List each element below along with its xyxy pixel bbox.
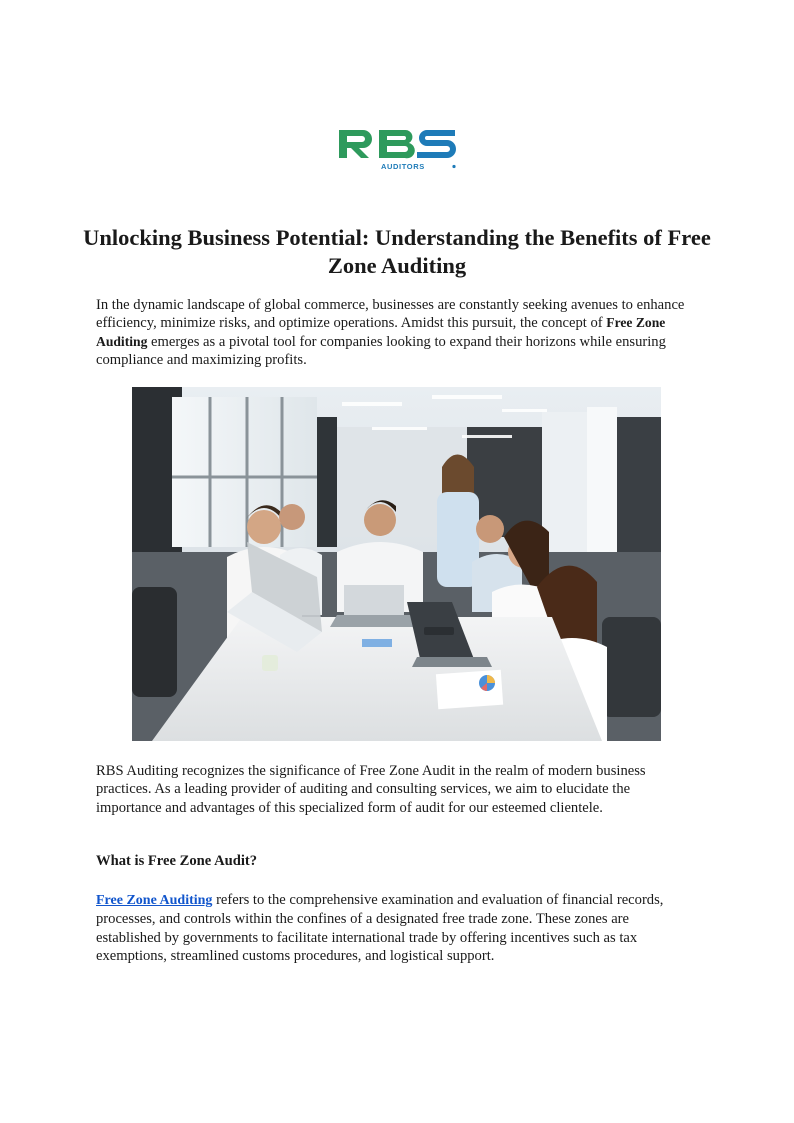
section-heading: What is Free Zone Audit? [96, 853, 258, 869]
free-zone-auditing-link[interactable]: Free Zone Auditing [96, 893, 213, 908]
intro-paragraph [96, 296, 696, 370]
rbs-auditors-logo [337, 126, 461, 172]
office-meeting-photo [132, 387, 661, 741]
definition-text: refers to the comprehensive examination and evaluation of financial records, processes, and controls within the confines of a designated free trade zone. These zones are established by governments to facilitate international trade by offering incentives such as tax exemptions, streamlined customs procedures, and logistical support. [96, 892, 664, 965]
intro-text-after: emerges as a pivotal tool for companies looking to expand their horizons while ensuring compliance and maximizing profits. [96, 333, 666, 369]
logo-graphic [337, 126, 461, 172]
intro-bold-term: Free Zone Auditing [96, 315, 666, 349]
intro-text-before: In the dynamic landscape of global commerce, businesses are constantly seeking avenues to enhance efficiency, minimize risks, and optimize operations. Amidst this pursuit, the concept of [96, 297, 685, 332]
recognition-paragraph: RBS Auditing recognizes the significance of Free Zone Audit in the realm of modern business practices. As a leading provider of auditing and consulting services, we aim to elucidate the importance and advantages of this specialized form of audit for our esteemed clientele. [96, 763, 646, 816]
page-title: Unlocking Business Potential: Understanding the Benefits of Free Zone Auditing [83, 225, 711, 278]
logo-subtext: AUDITORS [381, 162, 425, 171]
definition-paragraph [96, 891, 696, 966]
